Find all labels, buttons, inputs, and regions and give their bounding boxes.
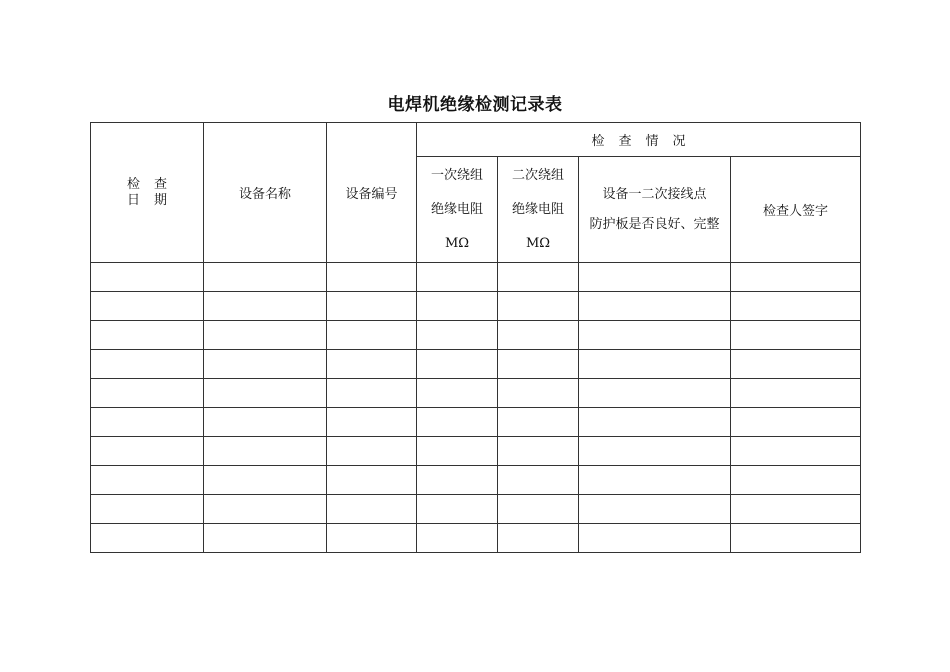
header-primary-line1: 一次绕组 (430, 167, 483, 183)
header-secondary-line3: MΩ (525, 235, 551, 251)
header-device-name: 设备名称 (204, 123, 327, 263)
cell-date[interactable] (91, 292, 204, 321)
header-inspection-date (91, 123, 204, 263)
header-inspection-status (417, 123, 861, 157)
cell-device-name[interactable] (204, 350, 327, 379)
cell-secondary-resistance[interactable] (498, 379, 579, 408)
table-row (91, 408, 861, 437)
cell-device-number[interactable] (327, 408, 417, 437)
cell-primary-resistance[interactable] (417, 466, 498, 495)
table-row (91, 263, 861, 292)
cell-device-name[interactable] (204, 408, 327, 437)
cell-date[interactable] (91, 350, 204, 379)
cell-device-number[interactable] (327, 524, 417, 553)
cell-wiring-guard[interactable] (579, 408, 731, 437)
header-secondary-line1: 二次绕组 (511, 167, 564, 183)
cell-wiring-guard[interactable] (579, 437, 731, 466)
cell-inspector-signature[interactable] (731, 437, 861, 466)
cell-device-number[interactable] (327, 263, 417, 292)
header-wiring-line2: 防护板是否良好、完整 (589, 216, 720, 232)
cell-date[interactable] (91, 408, 204, 437)
cell-wiring-guard[interactable] (579, 379, 731, 408)
header-status-text: 检查情况 (591, 134, 700, 149)
cell-secondary-resistance[interactable] (498, 408, 579, 437)
cell-secondary-resistance[interactable] (498, 350, 579, 379)
header-primary-winding (417, 157, 498, 263)
cell-wiring-guard[interactable] (579, 292, 731, 321)
table-row (91, 437, 861, 466)
cell-secondary-resistance[interactable] (498, 437, 579, 466)
cell-primary-resistance[interactable] (417, 437, 498, 466)
header-row-top (91, 123, 861, 157)
cell-date[interactable] (91, 263, 204, 292)
cell-inspector-signature[interactable] (731, 263, 861, 292)
cell-device-number[interactable] (327, 466, 417, 495)
cell-device-name[interactable] (204, 321, 327, 350)
cell-inspector-signature[interactable] (731, 466, 861, 495)
cell-secondary-resistance[interactable] (498, 263, 579, 292)
cell-device-number[interactable] (327, 437, 417, 466)
cell-date[interactable] (91, 321, 204, 350)
cell-device-number[interactable] (327, 292, 417, 321)
cell-inspector-signature[interactable] (731, 524, 861, 553)
cell-secondary-resistance[interactable] (498, 292, 579, 321)
header-date-line2: 日期 (126, 192, 181, 208)
cell-device-number[interactable] (327, 321, 417, 350)
cell-primary-resistance[interactable] (417, 524, 498, 553)
cell-primary-resistance[interactable] (417, 321, 498, 350)
cell-primary-resistance[interactable] (417, 379, 498, 408)
header-primary-line3: MΩ (444, 235, 470, 251)
table-row (91, 495, 861, 524)
cell-device-name[interactable] (204, 524, 327, 553)
cell-primary-resistance[interactable] (417, 263, 498, 292)
inspection-record-table (90, 122, 861, 553)
cell-date[interactable] (91, 437, 204, 466)
cell-device-number[interactable] (327, 350, 417, 379)
header-device-number: 设备编号 (327, 123, 417, 263)
table-row (91, 321, 861, 350)
cell-secondary-resistance[interactable] (498, 524, 579, 553)
cell-wiring-guard[interactable] (579, 466, 731, 495)
cell-device-name[interactable] (204, 437, 327, 466)
cell-inspector-signature[interactable] (731, 495, 861, 524)
cell-date[interactable] (91, 495, 204, 524)
cell-secondary-resistance[interactable] (498, 466, 579, 495)
header-secondary-winding (498, 157, 579, 263)
cell-device-number[interactable] (327, 379, 417, 408)
cell-inspector-signature[interactable] (731, 379, 861, 408)
cell-date[interactable] (91, 379, 204, 408)
cell-device-name[interactable] (204, 292, 327, 321)
table-row (91, 350, 861, 379)
table-row (91, 466, 861, 495)
cell-primary-resistance[interactable] (417, 350, 498, 379)
header-wiring-line1: 设备一二次接线点 (602, 186, 707, 202)
cell-wiring-guard[interactable] (579, 321, 731, 350)
header-secondary-line2: 绝缘电阻 (511, 201, 564, 217)
cell-wiring-guard[interactable] (579, 495, 731, 524)
table-row (91, 292, 861, 321)
table-row (91, 524, 861, 553)
cell-secondary-resistance[interactable] (498, 495, 579, 524)
cell-wiring-guard[interactable] (579, 524, 731, 553)
cell-wiring-guard[interactable] (579, 350, 731, 379)
cell-secondary-resistance[interactable] (498, 321, 579, 350)
cell-device-name[interactable] (204, 466, 327, 495)
table-body (91, 263, 861, 553)
cell-date[interactable] (91, 524, 204, 553)
header-date-line1: 检查 (126, 176, 181, 192)
cell-primary-resistance[interactable] (417, 495, 498, 524)
cell-inspector-signature[interactable] (731, 321, 861, 350)
cell-primary-resistance[interactable] (417, 408, 498, 437)
cell-device-name[interactable] (204, 495, 327, 524)
header-inspector-signature: 检查人签字 (731, 157, 861, 263)
cell-primary-resistance[interactable] (417, 292, 498, 321)
header-wiring-guard (579, 157, 731, 263)
cell-device-name[interactable] (204, 379, 327, 408)
header-primary-line2: 绝缘电阻 (430, 201, 483, 217)
cell-inspector-signature[interactable] (731, 292, 861, 321)
cell-device-number[interactable] (327, 495, 417, 524)
page-title: 电焊机绝缘检测记录表 (387, 95, 563, 115)
cell-date[interactable] (91, 466, 204, 495)
table-row (91, 379, 861, 408)
cell-wiring-guard[interactable] (579, 263, 731, 292)
cell-inspector-signature[interactable] (731, 408, 861, 437)
cell-inspector-signature[interactable] (731, 350, 861, 379)
cell-device-name[interactable] (204, 263, 327, 292)
